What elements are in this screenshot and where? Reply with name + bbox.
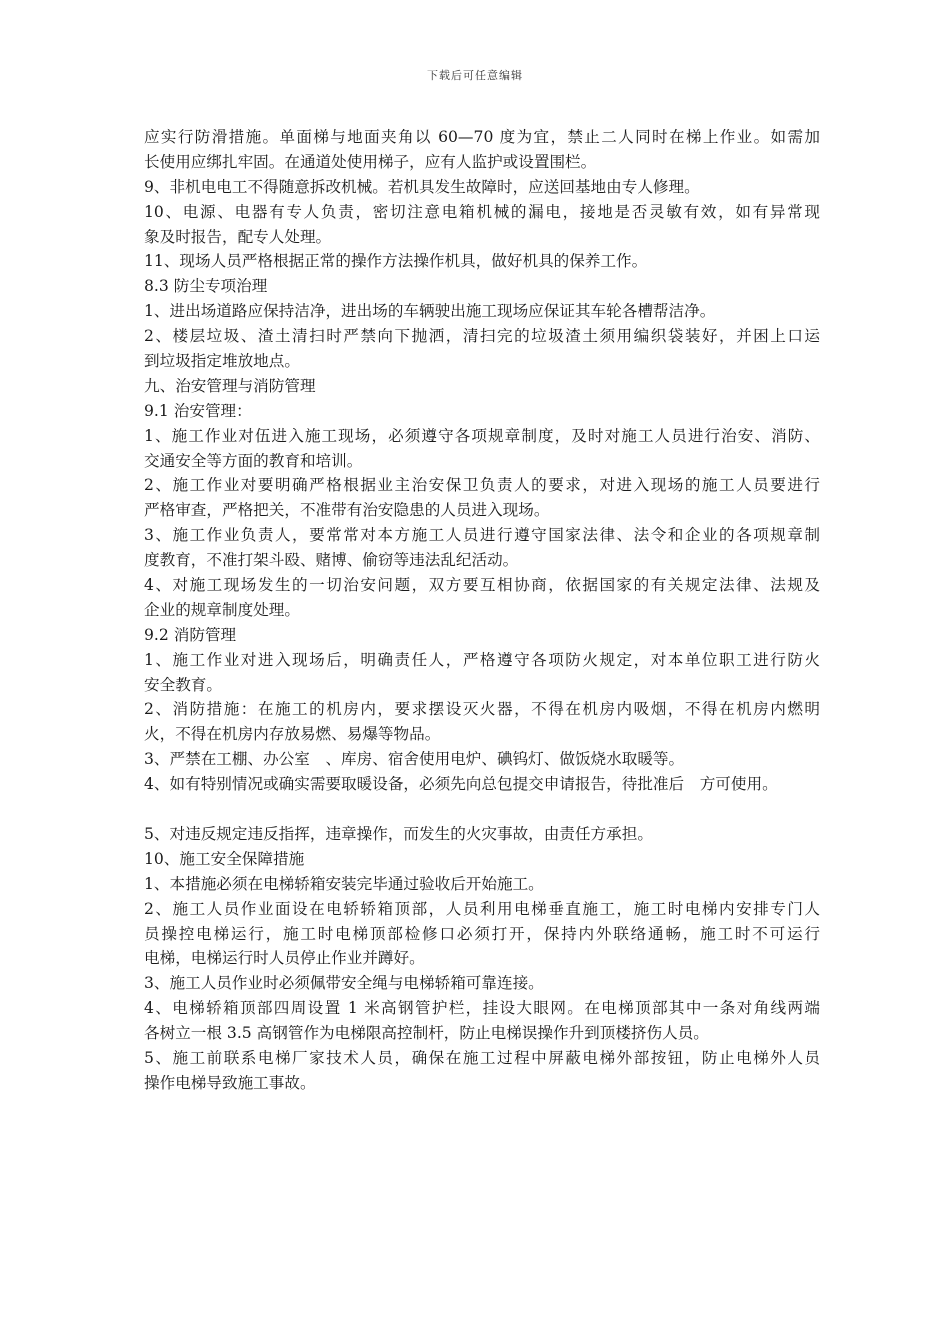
- text-line: 9.2 消防管理: [144, 625, 237, 644]
- text-line: 2、楼层垃圾、渣土清扫时严禁向下抛洒，清扫完的垃圾渣土须用编织袋装好，并困上口运: [144, 327, 820, 346]
- text-line: 度教育，不准打架斗殴、赌博、偷窃等违法乱纪活动。: [144, 551, 519, 570]
- text-line: [144, 797, 820, 822]
- text-line: 1、施工作业对伍进入施工现场，必须遵守各项规章制度，及时对施工人员进行治安、消防、: [144, 426, 820, 445]
- page-header: 下载后可任意编辑: [427, 69, 523, 82]
- text-line: 火，不得在机房内存放易燃、易爆等物品。: [144, 725, 441, 744]
- document-body: [144, 125, 820, 1096]
- text-line: 长使用应绑扎牢固。在通道处使用梯子，应有人监护或设置围栏。: [144, 152, 597, 171]
- text-line: 3、施工作业负责人，要常常对本方施工人员进行遵守国家法律、法令和企业的各项规章制: [144, 526, 820, 545]
- text-line: 11、现场人员严格根据正常的操作方法操作机具，做好机具的保养工作。: [144, 252, 648, 271]
- text-line: 5、施工前联系电梯厂家技术人员，确保在施工过程中屏蔽电梯外部按钮，防止电梯外人员: [144, 1048, 820, 1067]
- text-line: 10、施工安全保障措施: [144, 849, 305, 868]
- text-line: 员操控电梯运行，施工时电梯顶部检修口必须打开，保持内外联络通畅，施工时不可运行: [144, 924, 820, 943]
- text-line: 1、进出场道路应保持洁净，进出场的车辆驶出施工现场应保证其车轮各槽帮洁净。: [144, 302, 716, 321]
- text-line: 2、消防措施：在施工的机房内，要求摆设灭火器，不得在机房内吸烟，不得在机房内燃明: [144, 700, 820, 719]
- text-line: 3、严禁在工棚、办公室 、库房、宿舍使用电炉、碘钨灯、做饭烧水取暖等。: [144, 750, 685, 769]
- text-line: 2、施工人员作业面设在电轿轿箱顶部，人员利用电梯垂直施工，施工时电梯内安排专门人: [144, 899, 820, 918]
- text-line: 4、电梯轿箱顶部四周设置 1 米高钢管护栏，挂设大眼网。在电梯顶部其中一条对角线两端: [144, 999, 820, 1018]
- text-line: 10、电源、电器有专人负责，密切注意电箱机械的漏电，接地是否灵敏有效，如有异常现: [144, 202, 820, 221]
- text-line: 操作电梯导致施工事故。: [144, 1073, 316, 1092]
- text-line: 1、本措施必须在电梯轿箱安装完毕通过验收后开始施工。: [144, 874, 544, 893]
- text-line: 4、如有特别情况或确实需要取暖设备，必须先向总包提交申请报告，待批准后 方可使用。: [144, 775, 778, 794]
- text-line: 2、施工作业对要明确严格根据业主治安保卫负责人的要求，对进入现场的施工人员要进行: [144, 476, 820, 495]
- text-line: 交通安全等方面的教育和培训。: [144, 451, 363, 470]
- text-line: 九、治安管理与消防管理: [144, 376, 316, 395]
- text-line: 到垃圾指定堆放地点。: [144, 352, 300, 371]
- text-line: 9.1 治安管理：: [144, 401, 252, 420]
- text-line: 3、施工人员作业时必须佩带安全绳与电梯轿箱可靠连接。: [144, 974, 544, 993]
- text-line: 8.3 防尘专项治理: [144, 277, 268, 296]
- text-line: 象及时报告，配专人处理。: [144, 227, 332, 246]
- text-line: 应实行防滑措施。单面梯与地面夹角以 60—70 度为宜，禁止二人同时在梯上作业。如需加: [144, 128, 820, 146]
- text-line: 9、非机电电工不得随意拆改机械。若机具发生故障时，应送回基地由专人修理。: [144, 177, 700, 196]
- text-line: 5、对违反规定违反指挥，违章操作，而发生的火灾事故，由责任方承担。: [144, 824, 653, 843]
- text-line: 各树立一根 3.5 高钢管作为电梯限高控制杆，防止电梯误操作升到顶楼挤伤人员。: [144, 1024, 709, 1043]
- text-line: 4、对施工现场发生的一切治安问题，双方要互相协商，依据国家的有关规定法律、法规及: [144, 576, 820, 595]
- text-line: 电梯，电梯运行时人员停止作业并蹲好。: [144, 949, 425, 968]
- text-line: 1、施工作业对进入现场后，明确责任人，严格遵守各项防火规定，对本单位职工进行防火: [144, 650, 820, 669]
- text-line: 安全教育。: [144, 675, 222, 694]
- text-line: 严格审查，严格把关，不准带有治安隐患的人员进入现场。: [144, 501, 550, 520]
- text-line: 企业的规章制度处理。: [144, 600, 300, 619]
